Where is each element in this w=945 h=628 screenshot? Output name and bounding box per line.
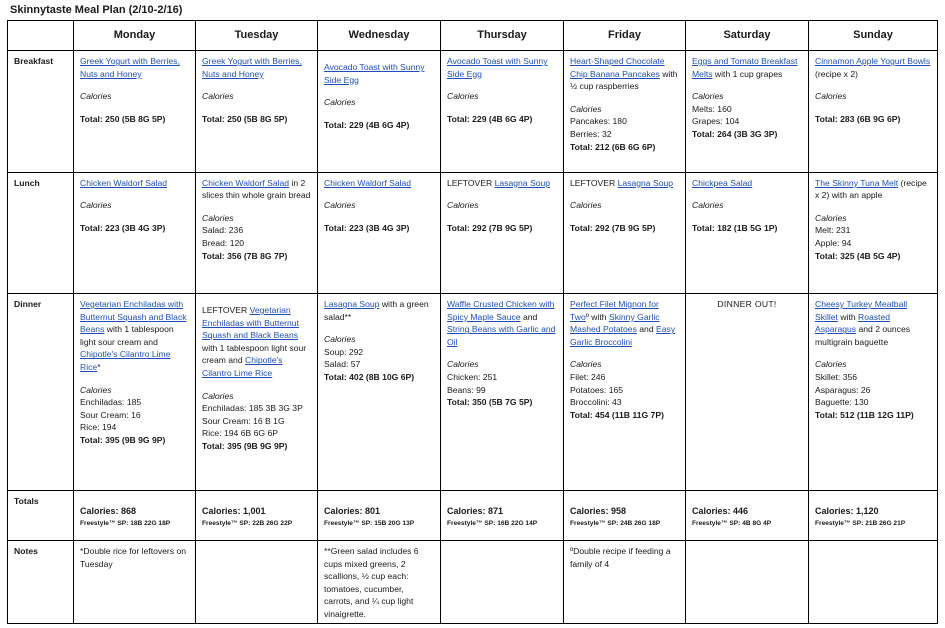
calorie-item: Asparagus: 26 (815, 384, 871, 395)
recipe-note: with 1 tablespoon light sour cream and (80, 324, 174, 347)
daily-calories: Calories: 801 (324, 505, 381, 516)
calorie-item: Rice: 194 (80, 422, 117, 433)
day-header-wednesday: Wednesday (318, 21, 441, 51)
day-header-sunday: Sunday (809, 21, 938, 51)
notes-row (8, 541, 938, 624)
calories-label: Calories (202, 91, 234, 102)
daily-calories: Calories: 1,001 (202, 505, 266, 516)
calorie-item: Chicken: 251 (447, 372, 498, 383)
corner-cell (8, 21, 74, 51)
recipe-link[interactable]: Lasagna Soup (324, 299, 380, 310)
day-header-saturday: Saturday (686, 21, 809, 51)
breakfast-friday (564, 51, 686, 172)
meal-plan-table (7, 20, 938, 624)
calories-label: Calories (447, 91, 479, 102)
freestyle-points: Freestyle™ SP: 15B 20G 13P (324, 520, 415, 528)
calorie-item: Soup: 292 (324, 346, 364, 357)
totals-sunday (809, 490, 938, 540)
daily-calories: Calories: 1,120 (815, 505, 879, 516)
meal-total: Total: 350 (5B 7G 5P) (447, 397, 533, 408)
recipe-link[interactable]: Lasagna Soup (494, 177, 551, 188)
totals-tuesday (196, 490, 318, 540)
recipe-link[interactable]: Chicken Waldorf Salad (324, 177, 412, 188)
recipe-link[interactable]: Chipotle's Cilantro Lime Rice (80, 349, 171, 373)
calorie-item: Melt: 231 (815, 225, 851, 236)
totals-wednesday (318, 490, 441, 540)
breakfast-tuesday (196, 51, 318, 172)
meal-total: Total: 250 (5B 8G 5P) (80, 113, 166, 124)
meal-total: Total: 512 (11B 12G 11P) (815, 409, 914, 420)
breakfast-thursday (441, 51, 564, 172)
meal-total: Total: 292 (7B 9G 5P) (447, 222, 533, 233)
recipe-link[interactable]: Chicken Waldorf Salad (80, 177, 168, 188)
meal-total: Total: 229 (4B 6G 4P) (447, 113, 533, 124)
meal-total: Total: 454 (11B 11G 7P) (570, 409, 664, 420)
meal-total: Total: 292 (7B 9G 5P) (570, 222, 656, 233)
freestyle-points: Freestyle™ SP: 21B 26G 21P (815, 520, 906, 528)
recipe-link[interactable]: Vegetarian Enchiladas with Butternut Squash and Black Beans (202, 305, 299, 341)
recipe-link[interactable]: Easy Garlic Broccolini (570, 324, 676, 347)
calorie-item: Melts: 160 (692, 103, 732, 114)
lunch-row (8, 172, 938, 293)
recipe-note: with a green salad** (324, 299, 429, 322)
freestyle-points: Freestyle™ SP: 22B 26G 22P (202, 520, 293, 528)
lunch-sunday (809, 172, 938, 293)
meal-total: Total: 356 (7B 8G 7P) (202, 250, 288, 261)
totals-monday (74, 490, 196, 540)
calorie-item: Enchiladas: 185 3B 3G 3P (202, 403, 303, 414)
leftover-label: LEFTOVER (447, 177, 495, 188)
calories-label: Calories (202, 390, 234, 401)
meal-total: Total: 250 (5B 8G 5P) (202, 113, 288, 124)
calories-label: Calories (815, 91, 847, 102)
recipe-link[interactable]: The Skinny Tuna Melt (815, 177, 899, 188)
dinner-monday (74, 294, 196, 491)
notes-thursday (441, 541, 564, 624)
calorie-item: Grapes: 104 (692, 116, 740, 127)
calorie-item: Skillet: 356 (815, 372, 858, 383)
recipe-note: with 1 tablespoon light sour cream and (202, 342, 307, 366)
recipe-link[interactable]: Avocado Toast with Sunny Side Egg (447, 56, 548, 79)
recipe-link[interactable]: String Beans with Garlic and Oil (447, 324, 556, 347)
breakfast-saturday (686, 51, 809, 172)
calorie-item: Berries: 32 (570, 129, 612, 140)
calories-label: Calories (324, 200, 356, 211)
totals-row (8, 490, 938, 540)
daily-calories: Calories: 958 (570, 505, 627, 516)
recipe-note: (recipe x 2) (815, 68, 858, 79)
calories-label: Calories (324, 334, 356, 345)
calorie-item: Beans: 99 (447, 384, 486, 395)
breakfast-monday (74, 51, 196, 172)
notes-monday: *Double rice for leftovers on Tuesday (74, 541, 196, 624)
freestyle-points: Freestyle™ SP: 16B 22G 14P (447, 520, 538, 528)
calorie-item: Filet: 246 (570, 372, 606, 383)
recipe-note: in 2 slices thin whole grain bread (202, 177, 311, 201)
recipe-link[interactable]: Chipotle's Cilantro Lime Rice (202, 355, 283, 379)
recipe-link[interactable]: Avocado Toast with Sunny Side Egg (324, 62, 425, 85)
row-label-dinner: Dinner (8, 294, 74, 491)
recipe-note: and (520, 311, 538, 322)
meal-total: Total: 264 (3B 3G 3P) (692, 129, 778, 140)
calorie-item: Sour Cream: 16 (80, 409, 141, 420)
meal-total: Total: 223 (3B 4G 3P) (80, 222, 166, 233)
calories-label: Calories (692, 91, 724, 102)
dinner-sunday (809, 294, 938, 491)
recipe-link[interactable]: Waffle Crusted Chicken with Spicy Maple Sauce (447, 299, 555, 322)
recipe-link[interactable]: Roasted Asparagus (815, 311, 891, 335)
leftover-label: LEFTOVER (570, 177, 618, 188)
calories-label: Calories (80, 91, 112, 102)
recipe-link[interactable]: Lasagna Soup (617, 177, 674, 188)
row-label-notes: Notes (8, 541, 74, 624)
calorie-item: Potatoes: 165 (570, 384, 624, 395)
lunch-friday (564, 172, 686, 293)
recipe-note: and (636, 324, 657, 335)
dinner-saturday: DINNER OUT! (686, 294, 809, 491)
calories-label: Calories (815, 359, 847, 370)
dinner-wednesday (318, 294, 441, 491)
recipe-link[interactable]: Vegetarian Enchiladas with Butternut Squash and Black Beans (80, 299, 187, 335)
meal-total: Total: 229 (4B 6G 4P) (324, 119, 410, 130)
header-row (8, 21, 938, 51)
breakfast-wednesday (318, 51, 441, 172)
day-header-friday: Friday (564, 21, 686, 51)
recipe-link[interactable]: Cheesy Turkey Meatball Skillet (815, 299, 908, 322)
calorie-item: Salad: 57 (324, 359, 361, 370)
recipe-note: with ½ cup raspberries (570, 68, 678, 92)
daily-calories: Calories: 868 (80, 505, 137, 516)
calorie-item: Bread: 120 (202, 237, 245, 248)
totals-thursday (441, 490, 564, 540)
calorie-item: Broccolini: 43 (570, 397, 622, 408)
calorie-item: Pancakes: 180 (570, 116, 627, 127)
recipe-link[interactable]: Chicken Waldorf Salad (202, 177, 290, 188)
lunch-thursday (441, 172, 564, 293)
breakfast-sunday (809, 51, 938, 172)
freestyle-points: Freestyle™ SP: 18B 22G 18P (80, 520, 171, 528)
row-label-lunch: Lunch (8, 172, 74, 293)
dinner-row (8, 294, 938, 491)
meal-total: Total: 283 (6B 9G 6P) (815, 113, 901, 124)
calories-label: Calories (324, 97, 356, 108)
dinner-tuesday (196, 294, 318, 491)
calories-label: Calories (202, 212, 234, 223)
meal-total: Total: 212 (6B 6G 6P) (570, 141, 656, 152)
daily-calories: Calories: 871 (447, 505, 504, 516)
notes-saturday (686, 541, 809, 624)
day-header-tuesday: Tuesday (196, 21, 318, 51)
calorie-item: Sour Cream: 16 B 1G (202, 415, 285, 426)
meal-total: Total: 325 (4B 5G 4P) (815, 250, 901, 261)
totals-saturday (686, 490, 809, 540)
calories-label: Calories (80, 200, 112, 211)
calories-label: Calories (692, 200, 724, 211)
recipe-link[interactable]: Greek Yogurt with Berries, Nuts and Honey (80, 56, 180, 79)
day-header-thursday: Thursday (441, 21, 564, 51)
recipe-note: with (837, 311, 858, 322)
recipe-link[interactable]: Greek Yogurt with Berries, Nuts and Honey (202, 56, 302, 79)
recipe-note: º with (585, 311, 609, 322)
row-label-breakfast: Breakfast (8, 51, 74, 172)
leftover-label: LEFTOVER (202, 305, 250, 316)
calorie-item: Baguette: 130 (815, 397, 869, 408)
footnote-mark: * (97, 362, 101, 373)
notes-tuesday (196, 541, 318, 624)
recipe-link[interactable]: Chickpea Salad (692, 177, 753, 188)
recipe-note: with 1 cup grapes (712, 68, 783, 79)
lunch-saturday (686, 172, 809, 293)
freestyle-points: Freestyle™ SP: 24B 26G 18P (570, 520, 661, 528)
recipe-note: (recipe x 2) with an apple (815, 177, 927, 201)
lunch-monday (74, 172, 196, 293)
daily-calories: Calories: 446 (692, 505, 749, 516)
calories-label: Calories (570, 359, 602, 370)
row-label-totals: Totals (8, 490, 74, 540)
freestyle-points: Freestyle™ SP: 4B 8G 4P (692, 520, 772, 528)
recipe-link[interactable]: Skinny Garlic Mashed Potatoes (570, 311, 660, 335)
dinner-friday (564, 294, 686, 491)
lunch-wednesday (318, 172, 441, 293)
day-header-monday: Monday (74, 21, 196, 51)
lunch-tuesday (196, 172, 318, 293)
calories-label: Calories (815, 212, 847, 223)
page-title: Skinnytaste Meal Plan (2/10-2/16) (10, 4, 183, 16)
breakfast-row (8, 51, 938, 172)
notes-wednesday: **Green salad includes 6 cups mixed greens, 2 scallions, ½ cup each: tomatoes, cucumber, carrots, and ¼ cup light vinaigrette. (318, 541, 441, 624)
calories-label: Calories (447, 359, 479, 370)
recipe-link[interactable]: Heart-Shaped Chocolate Chip Banana Pancakes (570, 56, 665, 79)
calories-label: Calories (570, 103, 602, 114)
dinner-thursday (441, 294, 564, 491)
meal-total: Total: 402 (8B 10G 6P) (324, 372, 415, 383)
calories-label: Calories (80, 384, 112, 395)
meal-total: Total: 182 (1B 5G 1P) (692, 222, 778, 233)
calories-label: Calories (447, 200, 479, 211)
notes-sunday (809, 541, 938, 624)
recipe-note: and 2 ounces multigrain baguette (815, 324, 911, 347)
calories-label: Calories (570, 200, 602, 211)
calorie-item: Salad: 236 (202, 225, 244, 236)
notes-friday: ºDouble recipe if feeding a family of 4 (564, 541, 686, 624)
calorie-item: Rice: 194 6B 6G 6P (202, 428, 278, 439)
recipe-link[interactable]: Perfect Filet Mignon for Two (570, 299, 659, 322)
calorie-item: Enchiladas: 185 (80, 397, 142, 408)
totals-friday (564, 490, 686, 540)
calorie-item: Apple: 94 (815, 237, 852, 248)
meal-total: Total: 395 (9B 9G 9P) (80, 435, 166, 446)
meal-total: Total: 395 (9B 9G 9P) (202, 441, 288, 452)
recipe-link[interactable]: Cinnamon Apple Yogurt Bowls (815, 56, 931, 67)
meal-total: Total: 223 (3B 4G 3P) (324, 222, 410, 233)
recipe-link[interactable]: Eggs and Tomato Breakfast Melts (692, 56, 798, 79)
